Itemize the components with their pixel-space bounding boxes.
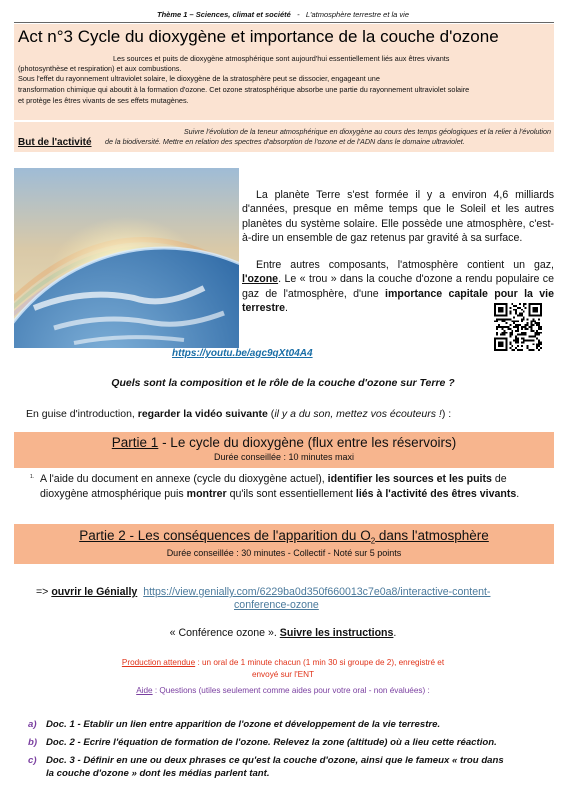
- doc-text-a: Doc. 1 - Etablir un lien entre apparition de l'ozone et développement de la vie terrestre.: [46, 719, 441, 730]
- production-label: Production attendue: [121, 658, 196, 667]
- intro-line-3: Sous l'effet du rayonnement ultraviolet solaire, le dioxygène de la stratosphère peut se dissocier, engageant une: [18, 74, 380, 83]
- conf-end: .: [393, 627, 397, 639]
- production-line-2: envoyé sur l'ENT: [251, 670, 315, 679]
- intro-line-4: transformation chimique qui aboutit à la formation d'ozone. Cet ozone stratosphérique absorbe une partie du rayonnement ultraviolet solaire: [18, 85, 470, 94]
- objective-line-2: de la biodiversité. Mettre en relation des spectres d'absorption de l'ozone et de l'ADN dans le domaine ultraviolet.: [105, 137, 465, 146]
- conf-bold: Suivre les instructions: [279, 627, 394, 639]
- doc-question-a: [28, 718, 440, 731]
- earth-image: [14, 168, 239, 348]
- intro-line-1: Les sources et puits de dioxygène atmosphérique sont aujourd'hui essentiellement liés aux êtres vivants: [113, 54, 450, 63]
- doc-question-c: [28, 754, 504, 767]
- conference-instruction: [0, 627, 566, 639]
- partie-1-duration: Durée conseillée : 10 minutes maxi: [213, 452, 355, 462]
- intro-line-5: et protège les êtres vivants de ses effets mutagènes.: [18, 96, 189, 105]
- partie-1-title-text: - Le cycle du dioxygène (flux entre les réservoirs): [158, 435, 457, 450]
- partie-2-duration: Durée conseillée : 30 minutes - Collectif - Noté sur 5 points: [166, 547, 402, 558]
- header-divider: [14, 22, 554, 23]
- doc-question-b: [28, 736, 497, 749]
- bullet-t1: A l'aide du document en annexe (cycle du dioxygène actuel),: [40, 473, 328, 485]
- qr-code-icon[interactable]: [494, 303, 542, 351]
- guise-bold: regarder la vidéo suivante: [137, 408, 268, 420]
- objective-line-1: Suivre l'évolution de la teneur atmosphérique en dioxygène au cours des temps géologiques et la relier à l'évolution: [183, 127, 551, 136]
- doc-question-c-cont: [28, 767, 270, 780]
- page-title: Act n°3 Cycle du dioxygène et importance de la couche d'ozone: [18, 27, 499, 46]
- production-attendue: [0, 657, 566, 681]
- doc-text-b: Doc. 2 - Ecrire l'équation de formation de l'ozone. Relevez la zone (altitude) où a lieu cette réaction.: [46, 737, 497, 748]
- doc-text-c: Doc. 3 - Définir en une ou deux phrases ce qu'est la couche d'ozone, ainsi que le fameux « trou dans: [46, 755, 504, 766]
- genially-url-1[interactable]: https://view.genially.com/6229ba0d350f660013c7e0a8/interactive-content-: [143, 586, 491, 598]
- guise-italic: il y a du son, mettez vos écouteurs !: [274, 408, 442, 420]
- paragraph-earth-formation: La planète Terre s'est formée il y a environ 4,6 milliards d'années, presque en même temps que le Soleil et les autres planètes du système solaire. Elle possède une atmosphère, c'est-à-dire un ensemble de gaz retenus par gravité à sa surface.: [242, 189, 554, 245]
- bullet-end: .: [516, 487, 520, 500]
- doc-text-c-cont: la couche d'ozone » dont les médias parlent tant.: [46, 768, 270, 779]
- guise-part2: (: [267, 408, 275, 420]
- header-subtitle: L'atmosphère terrestre et la vie: [305, 10, 409, 19]
- bullet-b3: liés à l'activité des êtres vivants: [355, 487, 517, 500]
- production-line-1: : un oral de 1 minute chacun (1 min 30 si groupe de 2), enregistré et: [195, 658, 445, 667]
- bullet-t2: de dioxygène atmosphérique puis: [40, 473, 507, 500]
- bullet-b2: montrer: [186, 487, 227, 500]
- partie-2-title: [14, 524, 554, 546]
- partie-1-instruction: [40, 472, 540, 501]
- doc-letter-b: b): [28, 737, 38, 748]
- aide-text: : Questions (utiles seulement comme aides pour votre oral - non évaluées) :: [152, 686, 430, 695]
- aide-note: [0, 686, 566, 695]
- partie-1-box: [14, 432, 554, 468]
- main-question: Quels sont la composition et le rôle de la couche d'ozone sur Terre ?: [111, 377, 455, 389]
- genially-instruction: [36, 586, 490, 612]
- paragraph-ozone-end: .: [285, 302, 288, 315]
- header-theme: Thème 1 – Sciences, climat et société: [156, 10, 291, 19]
- genially-arrow: =>: [36, 586, 52, 598]
- youtube-link[interactable]: https://youtu.be/agc9qXt04A4: [172, 348, 313, 359]
- page-header: [0, 10, 566, 19]
- genially-open-link[interactable]: ouvrir le Génially: [51, 586, 138, 598]
- paragraph-ozone-part2: . Le « trou » dans la couche d'ozone a rendu populaire ce gaz de l'atmosphère, d'une: [242, 273, 554, 300]
- intro-line-2: (photosynthèse et respiration) et aux combustions.: [18, 64, 182, 73]
- guise-end: ) :: [441, 408, 452, 420]
- objective-text: [105, 127, 551, 147]
- partie-2-title-after: dans l'atmosphère: [375, 528, 489, 543]
- header-separator: -: [297, 10, 300, 19]
- conf-part1: « Conférence ozone ».: [169, 627, 280, 639]
- guise-part1: En guise d'introduction,: [26, 408, 138, 420]
- bullet-b1: identifier les sources et les puits: [327, 473, 492, 485]
- partie-1-prefix: Partie 1: [111, 435, 159, 450]
- partie-2-subscript: 2: [370, 536, 376, 546]
- bullet-number: 1.: [30, 474, 35, 480]
- objective-label: But de l'activité: [18, 137, 92, 148]
- bullet-t3: qu'ils sont essentiellement: [226, 487, 356, 500]
- partie-2-title-before: Partie 2 - Les conséquences de l'apparition du O: [79, 528, 371, 543]
- doc-letter-c: c): [28, 755, 37, 766]
- partie-2-box: [14, 524, 554, 564]
- aide-label: Aide: [136, 686, 153, 695]
- intro-instruction: [26, 408, 451, 420]
- doc-letter-a: a): [28, 719, 37, 730]
- ozone-term: l'ozone: [242, 273, 279, 286]
- paragraph-ozone-part1: Entre autres composants, l'atmosphère contient un gaz,: [256, 259, 554, 271]
- importance-term: importance capitale pour la vie terrestre: [242, 287, 554, 315]
- genially-url-2[interactable]: conference-ozone: [234, 599, 319, 611]
- partie-1-title: [14, 432, 554, 450]
